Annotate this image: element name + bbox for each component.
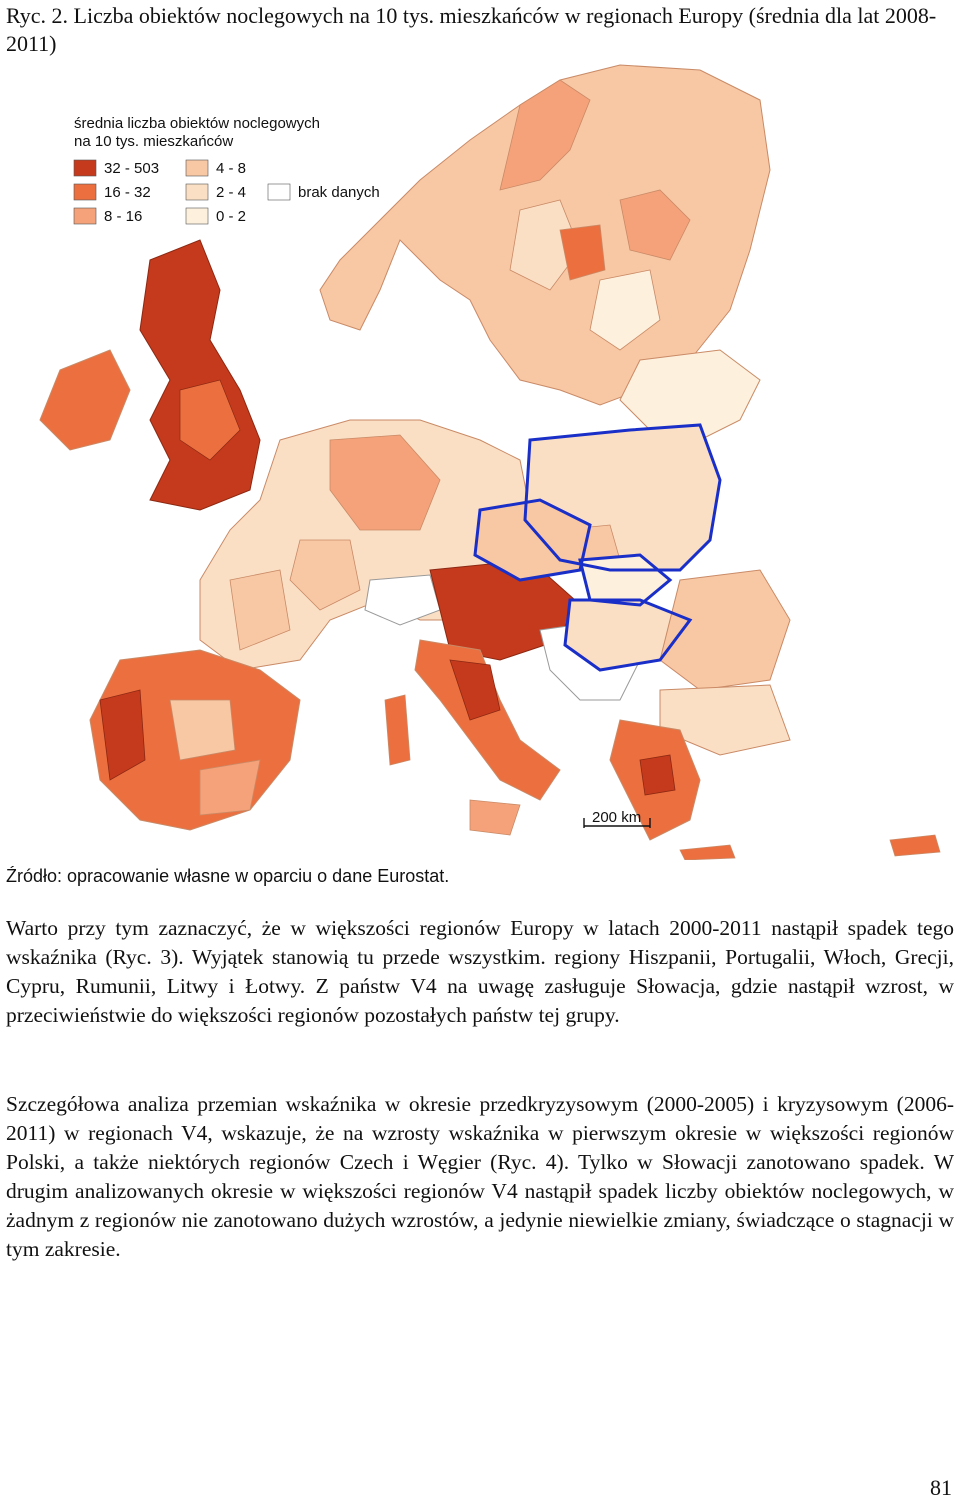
legend-label-no-data: brak danych (298, 184, 380, 201)
legend-swatch-16-32 (74, 184, 96, 200)
legend-title-line2: na 10 tys. mieszkańców (74, 133, 234, 150)
legend-swatch-4-8 (186, 160, 208, 176)
legend-swatch-no-data (268, 184, 290, 200)
legend-label-32-503: 32 - 503 (104, 160, 160, 177)
region-romania (660, 570, 790, 690)
legend-title-line1: średnia liczba obiektów noclegowych (74, 115, 320, 132)
legend-label-2-4: 2 - 4 (216, 184, 247, 201)
legend-label-16-32: 16 - 32 (104, 184, 151, 201)
map-legend (74, 115, 380, 225)
legend-label-8-16: 8 - 16 (104, 208, 143, 225)
legend-label-0-2: 0 - 2 (216, 208, 247, 225)
region-ireland (40, 350, 130, 450)
page-number: 81 (930, 1475, 952, 1500)
scale-bar-label: 200 km (592, 809, 642, 826)
region-cyprus (890, 835, 940, 856)
legend-swatch-8-16 (74, 208, 96, 224)
choropleth-map (0, 60, 960, 860)
legend-swatch-2-4 (186, 184, 208, 200)
paragraph-1: Warto przy tym zaznaczyć, że w większości regionów Europy w latach 2000-2011 nastąpił spadek tego wskaźnika (Ryc. 3). Wyjątek stanowią tu przede wszystkim. regiony Hiszpanii, Portugalii, Włoch, Grecji, Cypru, Rumunii, Litwy i Łotwy. Z państw V4 na uwagę zasługuje Słowacja, gdzie nastąpił wzrost, w przeciwieństwie do większości regionów pozostałych państw tej grupy. (6, 916, 954, 1027)
region-italy (415, 640, 560, 800)
paragraph-2: Szczegółowa analiza przemian wskaźnika w okresie przedkryzysowym (2000-2005) i kryzysowym (2006-2011) w regionach V4, wskazuje, że na wzrosty wskaźnika w pierwszym okresie w większości regionów Polski, a także niektórych regionów Czech i Węgier (Ryc. 4). Tylko w Słowacji zanotowano spadek. W drugim analizowanych okresie w większości regionów V4 nastąpił spadek liczby obiektów noclegowych, w żadnym z regionów nie zanotowano dużych wzrostów, a jedynie niewielkie zmiany, świadczące o stagnacji w tym zakresie. (6, 1092, 954, 1261)
scale-bar (584, 809, 650, 828)
figure-source: Źródło: opracowanie własne w oparciu o dane Eurostat. (6, 866, 450, 886)
legend-swatch-0-2 (186, 208, 208, 224)
figure-caption: Ryc. 2. Liczba obiektów noclegowych na 10 tys. mieszkańców w regionach Europy (średnia dla lat 2008-2011) (6, 3, 937, 56)
legend-label-4-8: 4 - 8 (216, 160, 247, 177)
region-great-britain (140, 240, 260, 510)
legend-swatch-32-503 (74, 160, 96, 176)
